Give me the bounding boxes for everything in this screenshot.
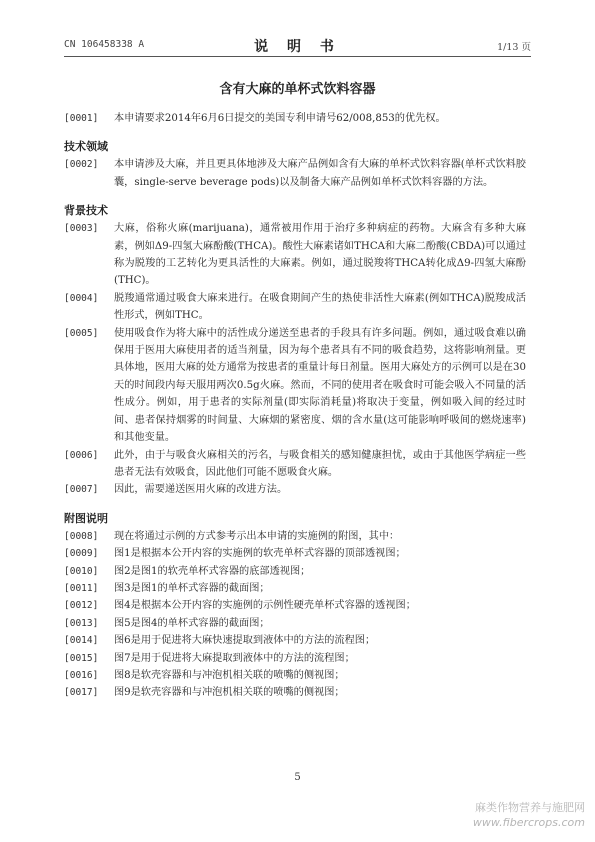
section-heading: 技术领域 <box>64 140 108 154</box>
paragraph-number: [0013] <box>64 617 99 629</box>
paragraph-number: [0007] <box>64 484 99 496</box>
paragraph-number: [0017] <box>64 687 99 699</box>
paragraph-number: [0009] <box>64 548 99 560</box>
paragraph <box>64 632 526 649</box>
paragraph-number: [0004] <box>64 292 99 304</box>
paragraph-text: 本申请涉及大麻，并且更具体地涉及大麻产品例如含有大麻的单杯式饮料容器(单杯式饮料胶囊，single-serve beverage pods)以及制备大麻产品例如单杯式饮料容器的方法。 <box>114 159 526 188</box>
paragraph <box>64 615 526 632</box>
paragraph-number: [0015] <box>64 652 99 664</box>
paragraph <box>64 650 526 667</box>
paragraph <box>64 684 526 701</box>
paragraph-number: [0008] <box>64 530 99 542</box>
page-header <box>64 36 531 54</box>
paragraph <box>64 667 526 684</box>
paragraph <box>64 325 526 447</box>
paragraph-number: [0012] <box>64 600 99 612</box>
paragraph <box>64 481 526 498</box>
paragraph-text: 本申请要求2014年6月6日提交的美国专利申请号62/008,853的优先权。 <box>114 113 446 124</box>
paragraph-number: [0016] <box>64 669 99 681</box>
paragraph-text: 图7是用于促进将大麻提取到液体中的方法的流程图； <box>114 652 355 664</box>
paragraph-text: 图6是用于促进将大麻快速提取到液体中的方法的流程图； <box>114 635 376 647</box>
paragraph <box>64 290 526 325</box>
paragraph <box>64 528 526 545</box>
paragraph-text: 大麻，俗称火麻(marijuana)，通常被用作用于治疗多种病症的药物。大麻含有多种大麻素，例如Δ9-四氢大麻酚酸(THCA)。酸性大麻素诸如THCA和大麻二酚酸(CBDA)可以通过称为脱羧的工艺转化为更具活性的大麻素。例如，通过脱羧将THCA转化成Δ9-四氢大麻酚(THC)。 <box>114 223 526 287</box>
paragraph-number: [0006] <box>64 449 99 461</box>
paragraph <box>64 545 526 562</box>
paragraph-number: [0003] <box>64 223 99 235</box>
document-type: 说 明 书 <box>254 39 341 55</box>
paragraph-number: [0005] <box>64 327 99 339</box>
paragraph-text: 因此，需要递送医用火麻的改进方法。 <box>114 484 288 496</box>
paragraph <box>64 447 526 482</box>
paragraph-text: 图5是图4的单杯式容器的截面图； <box>114 617 270 629</box>
document-title: 含有大麻的单杯式饮料容器 <box>219 82 376 97</box>
watermark <box>473 800 585 830</box>
paragraph-text: 图1是根据本公开内容的实施例的软壳单杯式容器的顶部透视图； <box>114 548 406 560</box>
section-heading: 背景技术 <box>64 204 108 218</box>
paragraph-number: [0001] <box>64 113 99 124</box>
paragraph <box>64 220 526 290</box>
paragraph-text: 使用吸食作为将大麻中的活性成分递送至患者的手段具有许多问题。例如，通过吸食难以确保用于医用大麻使用者的适当剂量，因为每个患者具有不同的吸食趋势，这将影响剂量。更具体地，医用大麻的处方通常为按患者的重量计每日剂量。医用大麻处方的示例可以是在30天的时间段内每天服用两次0.5g火麻。然而，不同的使用者在吸食时可能会吸入不同量的活性成分。例如，用于患者的实际剂量(即实际消耗量)将取决于变量，例如吸入间的经过时间、患者保持烟雾的时间量、大麻烟的紧密度、烟的含水量(这可能影响呼吸间的燃烧速率)和其他变量。 <box>114 327 526 444</box>
paragraph-text: 图9是软壳容器和与冲泡机相关联的喷嘴的侧视图； <box>114 687 345 699</box>
paragraph-text: 现在将通过示例的方式参考示出本申请的实施例的附图，其中： <box>114 530 400 542</box>
paragraph-number: [0014] <box>64 635 99 647</box>
document-number: CN 106458338 A <box>64 39 145 50</box>
paragraph <box>64 156 526 191</box>
paragraph-text: 此外，由于与吸食火麻相关的污名，与吸食相关的感知健康担忧，或由于其他医学病症一些患者无法有效吸食，因此他们可能不愿吸食火麻。 <box>114 449 526 478</box>
page-number: 5 <box>294 772 301 783</box>
paragraph-number: [0002] <box>64 159 99 171</box>
paragraph-text: 图3是图1的单杯式容器的截面图； <box>114 582 270 594</box>
paragraph-text: 图8是软壳容器和与冲泡机相关联的喷嘴的侧视图； <box>114 669 345 681</box>
document-body <box>64 110 526 702</box>
page-indicator: 1/13 页 <box>497 42 531 53</box>
paragraph <box>64 597 526 614</box>
paragraph-number: [0011] <box>64 582 99 594</box>
watermark-site-name: 麻类作物营养与施肥网 <box>475 801 585 814</box>
paragraph-text: 图4是根据本公开内容的实施例的示例性硬壳单杯式容器的透视图； <box>114 600 416 612</box>
paragraph <box>64 563 526 580</box>
paragraph-text: 图2是图1的软壳单杯式容器的底部透视图； <box>114 565 311 577</box>
paragraph-text: 脱羧通常通过吸食大麻来进行。在吸食期间产生的热使非活性大麻素(例如THCA)脱羧成活性形式，例如THC。 <box>114 292 526 322</box>
header-divider <box>64 56 531 57</box>
watermark-url: www.fibercrops.com <box>472 816 585 829</box>
paragraph-number: [0010] <box>64 565 99 577</box>
paragraph <box>64 580 526 597</box>
section-heading: 附图说明 <box>64 511 108 525</box>
paragraph <box>64 110 526 127</box>
